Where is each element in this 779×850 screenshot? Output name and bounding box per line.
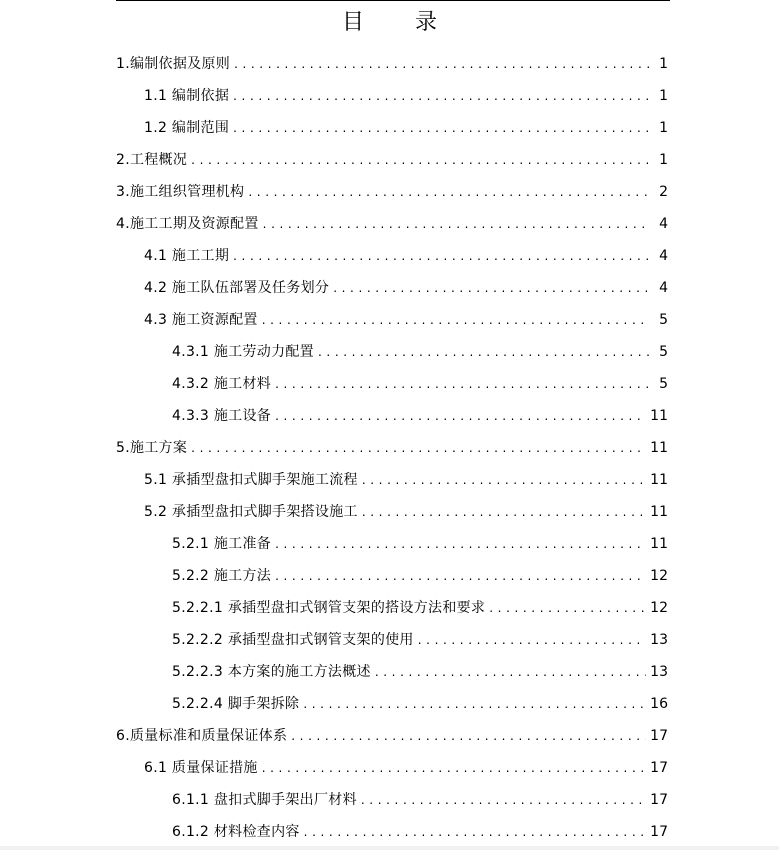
- toc-entry-label: 4.3.1 施工劳动力配置: [172, 344, 314, 360]
- toc-entry[interactable]: [0, 656, 668, 688]
- toc-entry[interactable]: [0, 304, 668, 336]
- table-of-contents: [0, 48, 779, 848]
- toc-entry-label: 5.2.2.3 本方案的施工方法概述: [172, 664, 371, 680]
- toc-entry-page-number: 16: [650, 696, 668, 712]
- toc-dot-leader: [275, 560, 646, 592]
- toc-entry-page-number: 11: [650, 536, 668, 552]
- toc-dot-leader: [191, 432, 646, 464]
- toc-entry-label: 2.工程概况: [116, 152, 188, 168]
- toc-entry-page-number: 11: [650, 504, 668, 520]
- toc-dot-leader: [333, 272, 650, 304]
- toc-entry-label: 4.2 施工队伍部署及任务划分: [144, 280, 330, 296]
- toc-entry[interactable]: [0, 592, 668, 624]
- toc-dot-leader: [291, 720, 646, 752]
- toc-entry-page-number: 13: [650, 632, 668, 648]
- toc-entry[interactable]: [0, 816, 668, 848]
- toc-entry-label: 1.编制依据及原则: [116, 56, 231, 72]
- toc-dot-leader: [233, 112, 650, 144]
- toc-dot-leader: [262, 752, 646, 784]
- toc-entry-label: 1.1 编制依据: [144, 88, 230, 104]
- toc-entry-page-number: 1: [659, 88, 668, 104]
- toc-dot-leader: [275, 368, 650, 400]
- toc-entry[interactable]: [0, 112, 668, 144]
- toc-entry-page-number: 4: [659, 248, 668, 264]
- toc-dot-leader: [234, 48, 650, 80]
- toc-entry[interactable]: [0, 336, 668, 368]
- toc-entry-page-number: 4: [659, 280, 668, 296]
- toc-entry-label: 5.2.1 施工准备: [172, 536, 272, 552]
- page-bottom-edge: [0, 846, 779, 850]
- toc-entry-label: 1.2 编制范围: [144, 120, 230, 136]
- toc-entry[interactable]: [0, 240, 668, 272]
- toc-dot-leader: [248, 176, 650, 208]
- toc-dot-leader: [418, 624, 646, 656]
- toc-entry-label: 4.3.2 施工材料: [172, 376, 272, 392]
- toc-dot-leader: [263, 208, 650, 240]
- toc-entry[interactable]: [0, 496, 668, 528]
- toc-entry-page-number: 1: [659, 120, 668, 136]
- toc-entry-page-number: 2: [659, 184, 668, 200]
- toc-dot-leader: [304, 816, 647, 848]
- toc-entry-label: 5.2.2 施工方法: [172, 568, 272, 584]
- toc-entry-label: 4.3.3 施工设备: [172, 408, 272, 424]
- toc-entry-label: 6.1.1 盘扣式脚手架出厂材料: [172, 792, 357, 808]
- toc-entry[interactable]: [0, 432, 668, 464]
- toc-entry[interactable]: [0, 272, 668, 304]
- toc-entry-label: 4.3 施工资源配置: [144, 312, 258, 328]
- toc-entry[interactable]: [0, 688, 668, 720]
- toc-entry-label: 5.1 承插型盘扣式脚手架施工流程: [144, 472, 358, 488]
- toc-dot-leader: [361, 784, 646, 816]
- toc-entry-label: 5.2 承插型盘扣式脚手架搭设施工: [144, 504, 358, 520]
- toc-entry[interactable]: [0, 144, 668, 176]
- toc-entry[interactable]: [0, 752, 668, 784]
- toc-entry-page-number: 1: [659, 56, 668, 72]
- toc-entry-label: 6.1.2 材料检查内容: [172, 824, 300, 840]
- toc-entry[interactable]: [0, 464, 668, 496]
- toc-entry[interactable]: [0, 560, 668, 592]
- toc-entry-label: 5.2.2.2 承插型盘扣式钢管支架的使用: [172, 632, 414, 648]
- toc-entry-page-number: 11: [650, 440, 668, 456]
- toc-entry-label: 3.施工组织管理机构: [116, 184, 245, 200]
- top-rule: [116, 0, 670, 1]
- toc-entry[interactable]: [0, 528, 668, 560]
- toc-entry[interactable]: [0, 720, 668, 752]
- toc-entry[interactable]: [0, 784, 668, 816]
- toc-title: 目 录: [342, 10, 459, 35]
- toc-entry-label: 5.2.2.1 承插型盘扣式钢管支架的搭设方法和要求: [172, 600, 486, 616]
- toc-dot-leader: [262, 304, 650, 336]
- toc-entry[interactable]: [0, 208, 668, 240]
- toc-entry-page-number: 11: [650, 408, 668, 424]
- toc-entry-label: 5.2.2.4 脚手架拆除: [172, 696, 300, 712]
- toc-entry[interactable]: [0, 80, 668, 112]
- toc-dot-leader: [233, 80, 650, 112]
- toc-entry-label: 5.施工方案: [116, 440, 188, 456]
- toc-dot-leader: [489, 592, 646, 624]
- toc-entry-label: 6.1 质量保证措施: [144, 760, 258, 776]
- toc-dot-leader: [233, 240, 650, 272]
- toc-entry-page-number: 12: [650, 600, 668, 616]
- toc-entry[interactable]: [0, 624, 668, 656]
- toc-dot-leader: [362, 496, 646, 528]
- toc-entry-page-number: 5: [659, 312, 668, 328]
- toc-entry-page-number: 17: [650, 728, 668, 744]
- toc-entry-page-number: 5: [659, 344, 668, 360]
- toc-dot-leader: [362, 464, 646, 496]
- toc-entry-page-number: 13: [650, 664, 668, 680]
- toc-entry[interactable]: [0, 48, 668, 80]
- toc-dot-leader: [318, 336, 650, 368]
- toc-entry-label: 4.1 施工工期: [144, 248, 230, 264]
- toc-entry-label: 6.质量标准和质量保证体系: [116, 728, 288, 744]
- toc-entry-page-number: 17: [650, 824, 668, 840]
- toc-dot-leader: [275, 528, 646, 560]
- toc-entry-page-number: 12: [650, 568, 668, 584]
- toc-entry-page-number: 17: [650, 792, 668, 808]
- toc-entry[interactable]: [0, 368, 668, 400]
- toc-entry-page-number: 11: [650, 472, 668, 488]
- toc-dot-leader: [375, 656, 646, 688]
- toc-entry[interactable]: [0, 176, 668, 208]
- toc-entry-label: 4.施工工期及资源配置: [116, 216, 259, 232]
- toc-dot-leader: [191, 144, 650, 176]
- toc-entry[interactable]: [0, 400, 668, 432]
- toc-entry-page-number: 1: [659, 152, 668, 168]
- toc-dot-leader: [303, 688, 646, 720]
- toc-entry-page-number: 17: [650, 760, 668, 776]
- toc-entry-page-number: 5: [659, 376, 668, 392]
- toc-entry-page-number: 4: [659, 216, 668, 232]
- toc-dot-leader: [275, 400, 646, 432]
